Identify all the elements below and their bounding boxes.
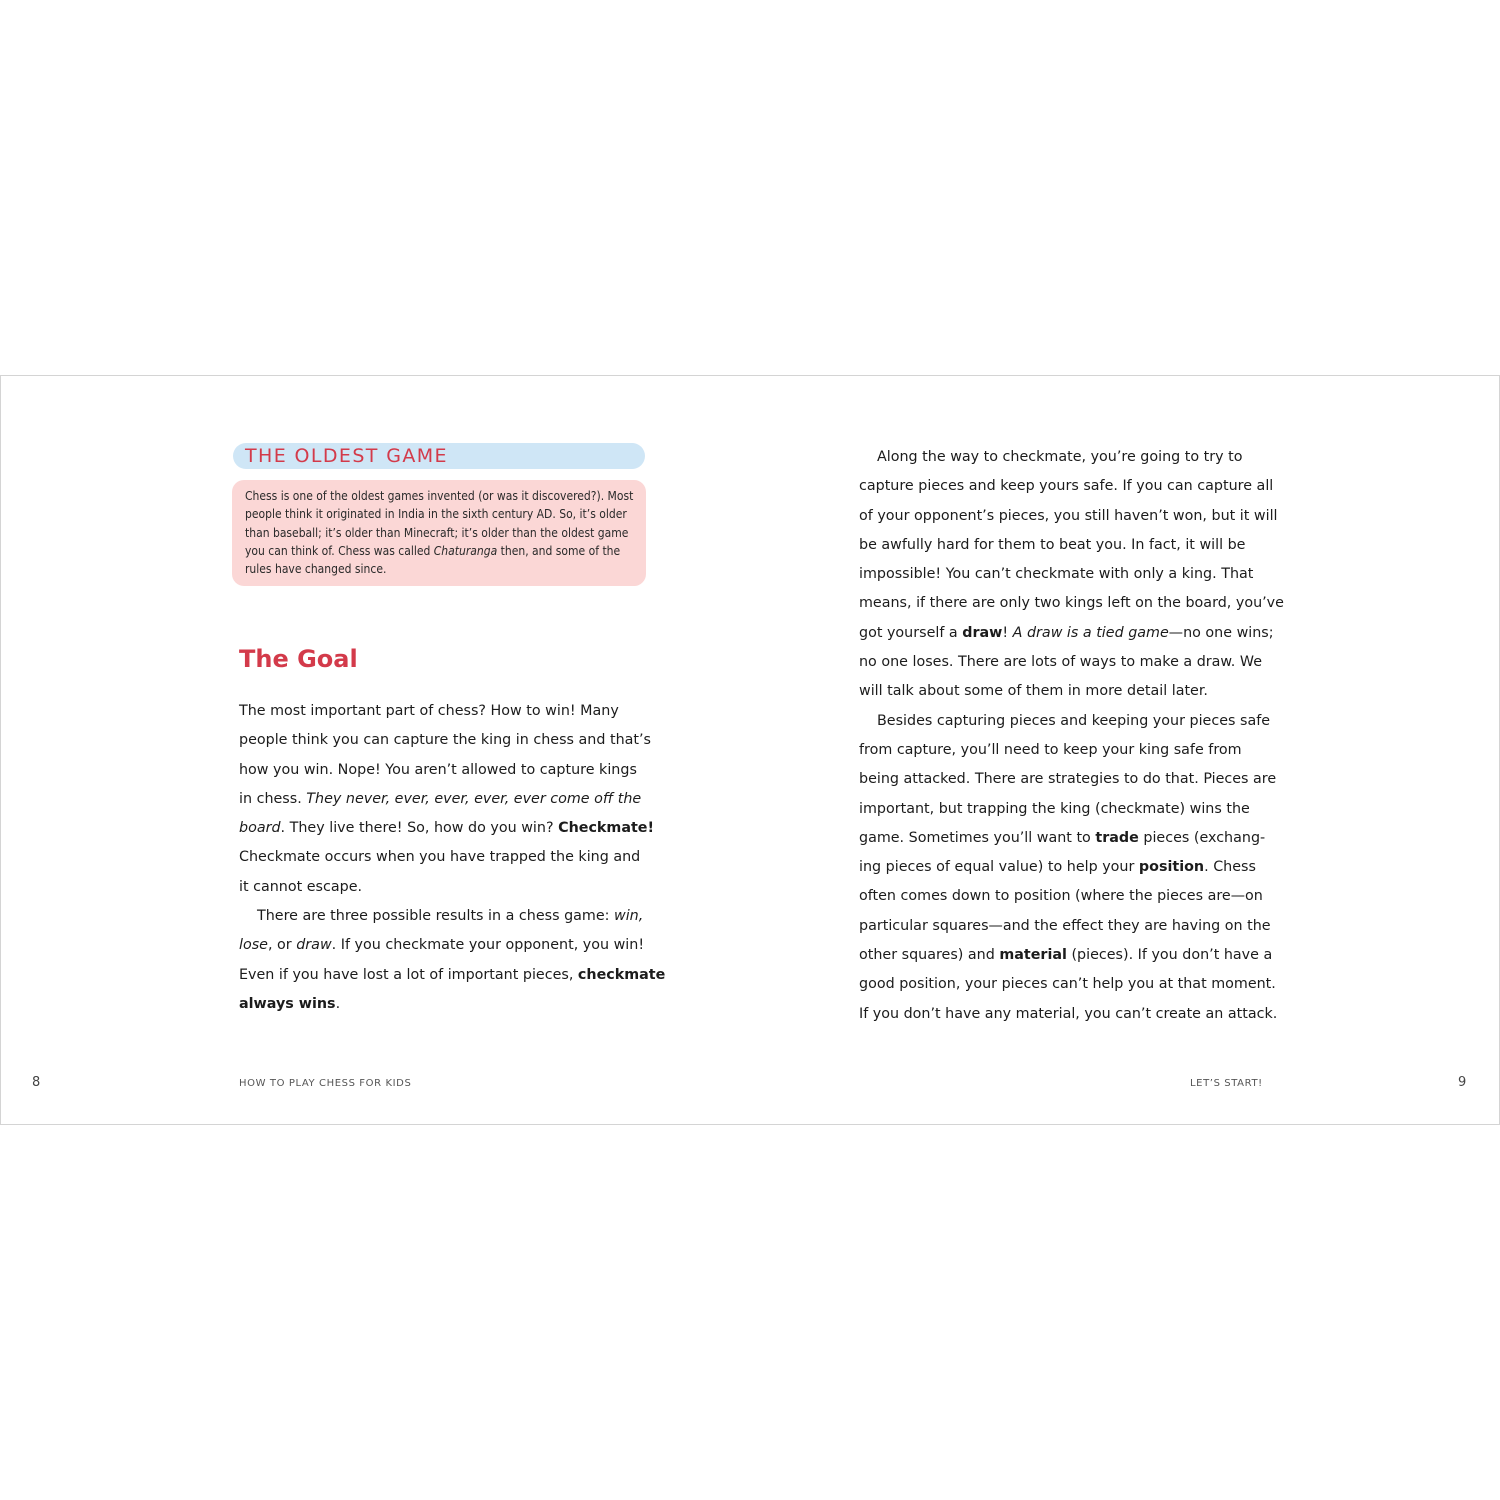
text-run: (pieces). If you don’t have a <box>1066 947 1273 964</box>
body-line <box>859 941 1273 970</box>
body-line: Checkmate occurs when you have trapped the king and <box>239 849 641 866</box>
bold-run: always wins <box>239 995 336 1012</box>
italic-run: A draw is a tied game <box>1012 624 1169 641</box>
bold-term-checkmate: Checkmate! <box>558 820 655 837</box>
italic-run: They never, ever, ever, ever, ever come off the <box>306 790 642 807</box>
page-number-right: 9 <box>1458 1075 1467 1090</box>
left-page-body <box>239 697 666 1019</box>
text-run: then, and some of the <box>497 543 621 558</box>
chaturanga-term: Chaturanga <box>433 543 498 558</box>
sidebar-line: rules have changed since. <box>245 562 387 577</box>
body-line: of your opponent’s pieces, you still haven’t won, but it will <box>859 507 1278 524</box>
body-line <box>239 990 649 1019</box>
body-line: Along the way to checkmate, you’re going to try to <box>877 449 1243 465</box>
italic-run: board <box>239 820 281 837</box>
bold-term-trade: trade <box>1095 829 1139 846</box>
text-run: other squares) and <box>859 947 1000 964</box>
body-line: be awfully hard for them to beat you. In fact, it will be <box>859 536 1246 553</box>
body-line: impossible! You can’t checkmate with only a king. That <box>859 566 1254 583</box>
body-line: capture pieces and keep yours safe. If you can capture all <box>859 478 1274 495</box>
body-line <box>239 902 649 931</box>
text-run: in chess. <box>239 790 307 807</box>
text-run: ! <box>1002 624 1013 641</box>
body-line: particular squares—and the effect they are having on the <box>859 917 1271 934</box>
body-line: The most important part of chess? How to win! Many <box>239 703 619 719</box>
body-line <box>859 824 1269 853</box>
italic-run: lose <box>239 937 268 954</box>
body-line: being attacked. There are strategies to do that. Pieces are <box>859 771 1277 788</box>
body-line: Besides capturing pieces and keeping your pieces safe <box>877 712 1271 729</box>
text-run: got yourself a <box>859 624 963 641</box>
text-run: —no one wins; <box>1168 624 1274 641</box>
body-line: often comes down to position (where the pieces are—on <box>859 888 1263 905</box>
text-run: . Chess <box>1204 859 1256 876</box>
body-line: means, if there are only two kings left on the board, you’ve <box>859 595 1284 612</box>
sidebar-title: THE OLDEST GAME <box>245 445 448 467</box>
bold-run: checkmate <box>577 966 666 983</box>
text-run: pieces (exchang- <box>1138 829 1266 846</box>
text-run: game. Sometimes you’ll want to <box>859 829 1096 846</box>
text-run: There are three possible results in a chess game: <box>257 908 615 925</box>
text-run: ing pieces of equal value) to help your <box>859 859 1139 876</box>
body-line: people think you can capture the king in chess and that’s <box>239 732 651 749</box>
italic-run: win, <box>614 908 644 925</box>
body-line <box>239 961 666 990</box>
text-run: . They live there! So, how do you win? <box>280 820 559 837</box>
body-line: from capture, you’ll need to keep your king safe from <box>859 741 1242 758</box>
page-number-left: 8 <box>32 1075 41 1090</box>
body-line <box>859 619 1274 648</box>
body-line: good position, your pieces can’t help you at that moment. <box>859 976 1276 993</box>
sidebar-line: than baseball; it’s older than Minecraft; it’s older than the oldest game <box>245 525 629 540</box>
right-page-body <box>859 443 1284 1029</box>
body-line: important, but trapping the king (checkmate) wins the <box>859 800 1250 817</box>
running-head-right: LET’S START! <box>1190 1078 1263 1089</box>
section-heading-the-goal: The Goal <box>239 645 358 673</box>
bold-term-position: position <box>1138 859 1205 876</box>
body-line <box>239 814 655 843</box>
sidebar-title-bar <box>233 443 645 469</box>
body-line: will talk about some of them in more detail later. <box>859 683 1208 700</box>
bold-term-draw: draw <box>962 624 1003 641</box>
text-run: Even if you have lost a lot of important pieces, <box>239 966 578 983</box>
sidebar-line <box>245 542 633 560</box>
body-line: If you don’t have any material, you can’t create an attack. <box>859 1005 1278 1022</box>
sidebar-line: people think it originated in India in the sixth century AD. So, it’s older <box>245 507 627 522</box>
text-run: . <box>335 995 341 1012</box>
italic-run: draw <box>296 937 332 954</box>
sidebar-box <box>232 480 646 586</box>
sidebar-text <box>245 487 633 578</box>
body-line <box>239 931 649 960</box>
body-line <box>859 853 1269 882</box>
body-line <box>239 785 649 814</box>
body-line: how you win. Nope! You aren’t allowed to capture kings <box>239 761 637 778</box>
text-run: . If you checkmate your opponent, you win! <box>331 937 645 954</box>
text-run: you can think of. Chess was called <box>245 543 434 558</box>
text-run: , or <box>267 937 297 954</box>
running-head-left: HOW TO PLAY CHESS FOR KIDS <box>239 1078 412 1089</box>
sidebar-line: Chess is one of the oldest games invented (or was it discovered?). Most <box>245 489 634 503</box>
body-line: no one loses. There are lots of ways to make a draw. We <box>859 654 1262 671</box>
bold-term-material: material <box>999 947 1067 964</box>
body-line: it cannot escape. <box>239 878 363 895</box>
